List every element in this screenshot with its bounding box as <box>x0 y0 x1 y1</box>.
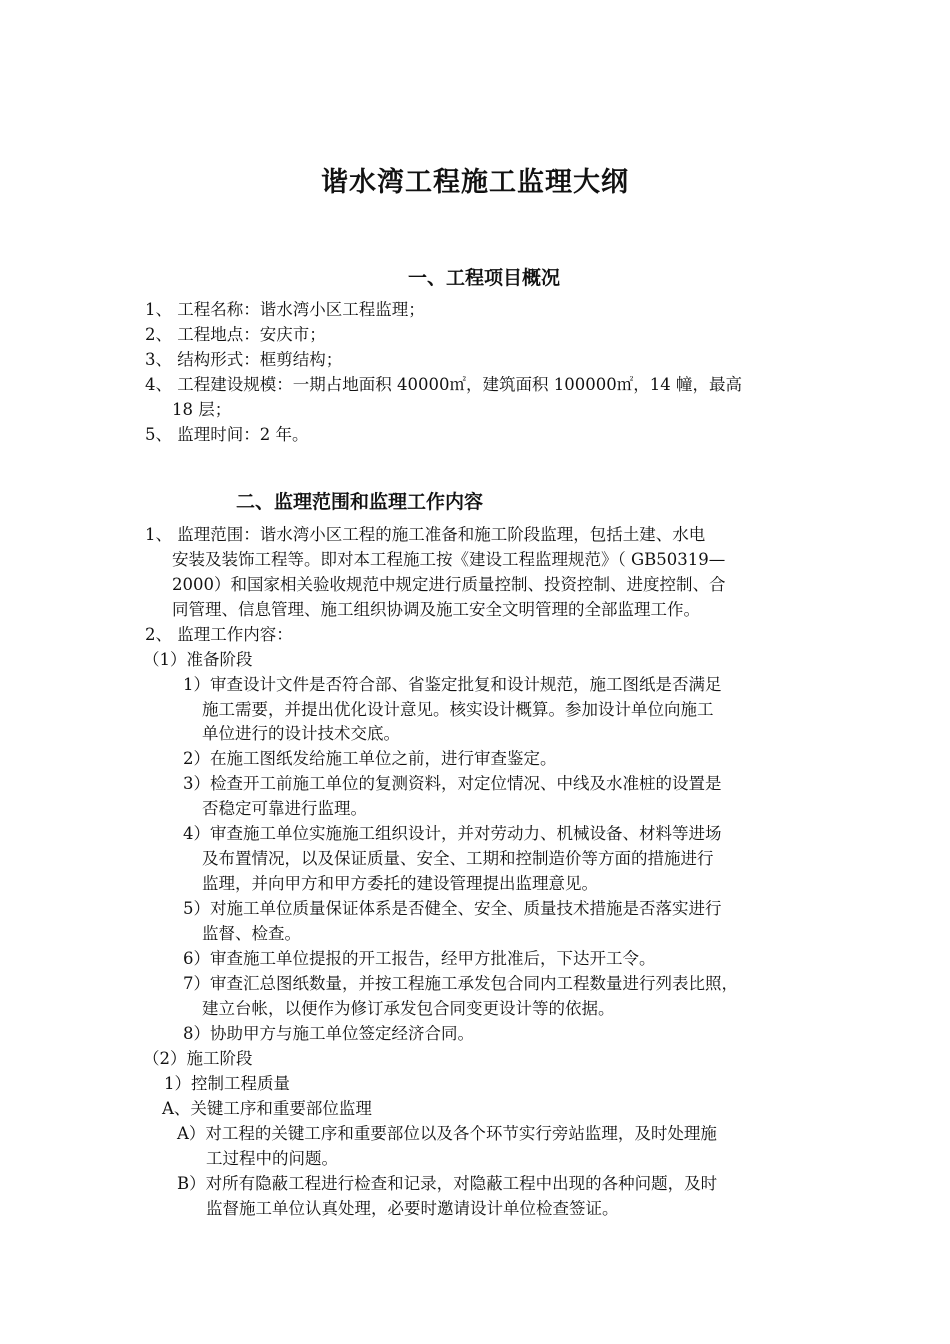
scope-line-3: 2000）和国家相关验收规范中规定进行质量控制、投资控制、进度控制、合 <box>172 575 726 594</box>
item-number: 2、 <box>145 325 172 344</box>
overview-item-4 <box>145 373 742 398</box>
prep-item-4-cont: 监理，并向甲方和甲方委托的建设管理提出监理意见。 <box>202 874 598 893</box>
item-text: 工程地点：安庆市； <box>172 325 326 344</box>
overview-item-5 <box>145 423 309 448</box>
prep-item-3: 3）检查开工前施工单位的复测资料，对定位情况、中线及水准桩的设置是 <box>183 774 722 793</box>
item-number: 3、 <box>145 350 172 369</box>
prep-item-1: 1）审查设计文件是否符合部、省鉴定批复和设计规范，施工图纸是否满足 <box>183 675 722 694</box>
section1-heading: 一、工程项目概况 <box>407 267 560 289</box>
item-text: 18 层； <box>172 400 232 419</box>
construction-item-a: A）对工程的关键工序和重要部位以及各个环节实行旁站监理，及时处理施 <box>177 1124 717 1143</box>
construction-item-b-cont: 监督施工单位认真处理，必要时邀请设计单位检查签证。 <box>206 1199 619 1218</box>
prep-item-5: 5）对施工单位质量保证体系是否健全、安全、质量技术措施是否落实进行 <box>183 899 722 918</box>
construction-item-a-cont: 工过程中的问题。 <box>206 1149 338 1168</box>
construction-stage-label: （2）施工阶段 <box>143 1049 253 1068</box>
overview-item-1 <box>145 298 425 323</box>
prep-item-7: 7）审查汇总图纸数量，并按工程施工承发包合同内工程数量进行列表比照， <box>183 974 738 993</box>
prep-item-7-cont: 建立台帐，以便作为修订承发包合同变更设计等的依据。 <box>202 999 615 1018</box>
item-text: 工程名称：谐水湾小区工程监理； <box>172 300 425 319</box>
scope-line-2: 安装及装饰工程等。即对本工程施工按《建设工程监理规范》（ GB50319— <box>172 550 726 569</box>
work-content-item <box>145 623 293 648</box>
item-text: 结构形式：框剪结构； <box>172 350 343 369</box>
item-text: 监理范围：谐水湾小区工程的施工准备和施工阶段监理，包括土建、水电 <box>172 525 706 544</box>
prep-item-2: 2）在施工图纸发给施工单位之前，进行审查鉴定。 <box>183 749 557 768</box>
scope-line-4: 同管理、信息管理、施工组织协调及施工安全文明管理的全部监理工作。 <box>172 600 700 619</box>
document-title: 谐水湾工程施工监理大纲 <box>321 167 629 198</box>
item-text: 监理工作内容： <box>172 625 293 644</box>
section2-heading: 二、监理范围和监理工作内容 <box>236 491 484 513</box>
quality-control-heading: 1）控制工程质量 <box>164 1074 290 1093</box>
prep-item-5-cont: 监督、检查。 <box>202 924 301 943</box>
item-text: 监理时间：2 年。 <box>172 425 309 444</box>
prep-item-4: 4）审查施工单位实施施工组织设计，并对劳动力、机械设备、材料等进场 <box>183 824 722 843</box>
construction-item-b: B）对所有隐蔽工程进行检查和记录，对隐蔽工程中出现的各种问题，及时 <box>177 1174 718 1193</box>
overview-item-4-cont <box>172 398 231 423</box>
prep-item-4-cont: 及布置情况，以及保证质量、安全、工期和控制造价等方面的措施进行 <box>202 849 714 868</box>
item-number: 2、 <box>145 625 172 644</box>
overview-item-2 <box>145 323 326 348</box>
item-number: 5、 <box>145 425 172 444</box>
item-number: 1、 <box>145 525 172 544</box>
prep-item-1-cont: 施工需要，并提出优化设计意见。核实设计概算。参加设计单位向施工 <box>202 700 714 719</box>
prep-item-3-cont: 否稳定可靠进行监理。 <box>202 799 367 818</box>
prep-item-6: 6）审查施工单位提报的开工报告，经甲方批准后，下达开工令。 <box>183 949 656 968</box>
item-text: 工程建设规模：一期占地面积 40000㎡，建筑面积 100000㎡，14 幢，最高 <box>172 375 742 394</box>
item-number: 4、 <box>145 375 172 394</box>
key-process-heading: A、关键工序和重要部位监理 <box>162 1099 372 1118</box>
overview-item-3 <box>145 348 342 373</box>
prep-item-8: 8）协助甲方与施工单位签定经济合同。 <box>183 1024 474 1043</box>
item-number: 1、 <box>145 300 172 319</box>
prep-item-1-cont: 单位进行的设计技术交底。 <box>202 724 400 743</box>
prep-stage-label: （1）准备阶段 <box>143 650 253 669</box>
scope-item <box>145 523 705 548</box>
